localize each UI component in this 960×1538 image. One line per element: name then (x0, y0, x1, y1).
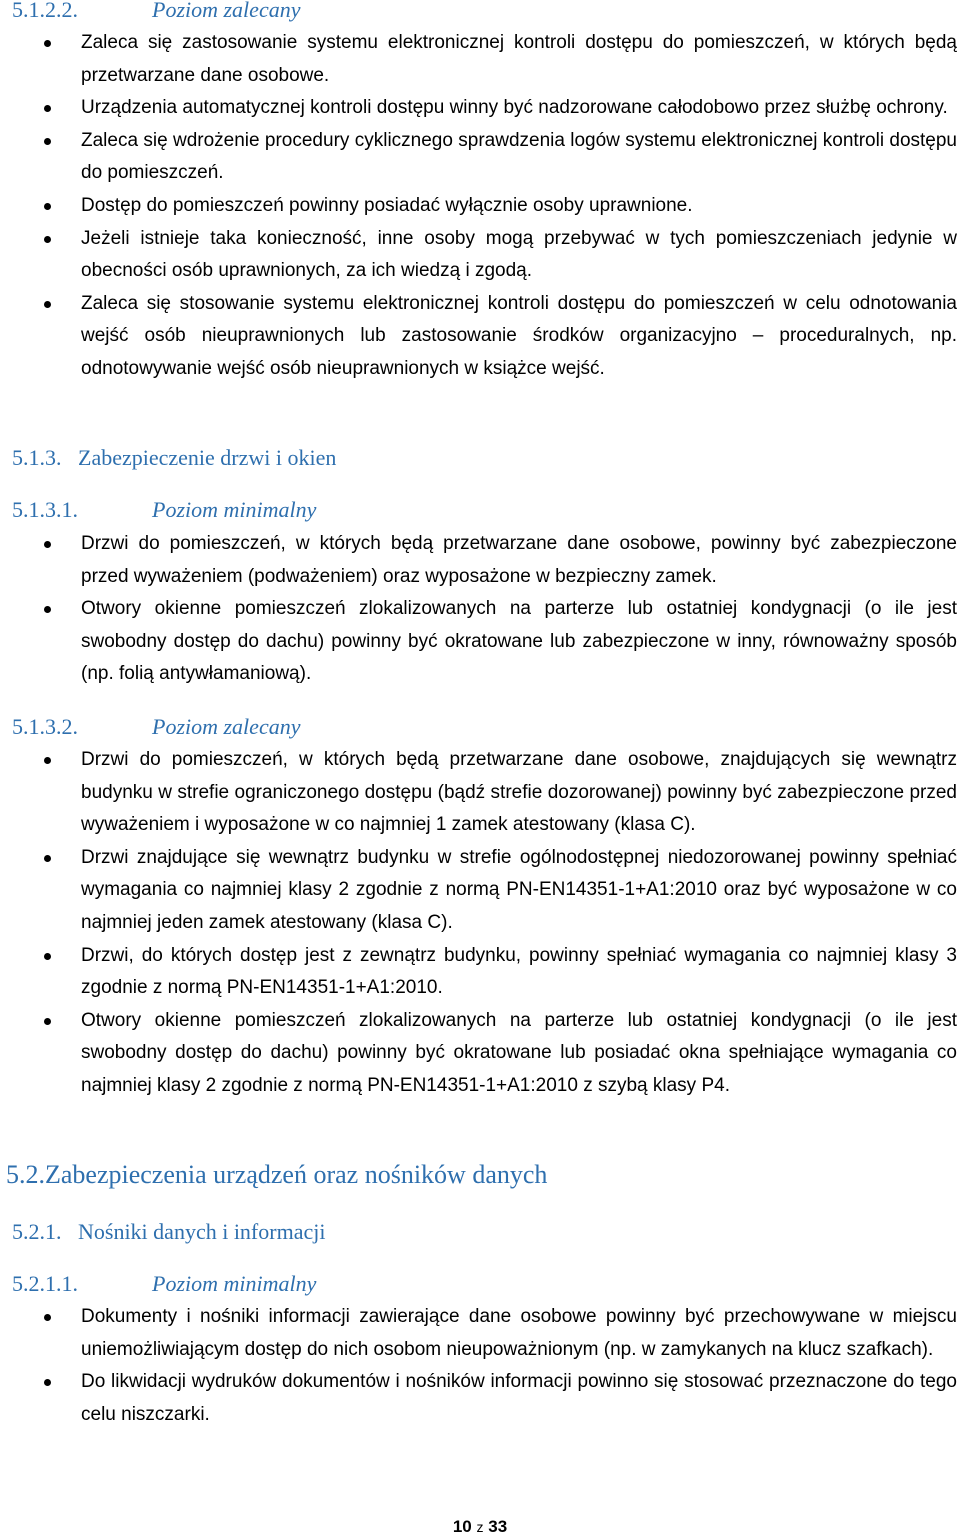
list-item (0, 744, 957, 842)
bullet-list-s4 (0, 744, 957, 1103)
bullet-icon (44, 953, 51, 960)
list-item-text: Zaleca się wdrożenie procedury cyklicznego sprawdzenia logów systemu elektronicznej kontroli dostępu do pomieszczeń. (81, 129, 957, 184)
heading-number: 5.2.1.1. (12, 1271, 78, 1296)
list-item-text: Zaleca się stosowanie systemu elektronicznej kontroli dostępu do pomieszczeń w celu odnotowania wejść osób nieuprawnionych lub zastosowanie środków organizacyjno – proceduralnych, np. odnotowywanie wejść osób nieuprawnionych w książce wejść. (81, 292, 957, 379)
heading-number: 5.1.3.1. (12, 497, 78, 522)
list-item (0, 288, 957, 386)
bullet-list-s3 (0, 528, 957, 691)
list-item (0, 190, 957, 223)
list-item (0, 92, 957, 125)
bullet-icon (44, 1314, 51, 1321)
bullet-icon (44, 138, 51, 145)
heading-number: 5.2.1. (12, 1219, 62, 1244)
heading-5-2 (6, 1160, 547, 1190)
list-item (0, 1366, 957, 1431)
bullet-list-s1 (0, 27, 957, 386)
heading-5-1-2-2 (12, 0, 300, 23)
heading-title: Nośniki danych i informacji (78, 1219, 326, 1244)
list-item (0, 27, 957, 92)
heading-number: 5.1.2.2. (12, 0, 78, 22)
bullet-icon (44, 757, 51, 764)
heading-title: Poziom zalecany (152, 714, 301, 739)
bullet-icon (44, 105, 51, 112)
list-item-text: Otwory okienne pomieszczeń zlokalizowanych na parterze lub ostatniej kondygnacji (o ile jest swobodny dostęp do dachu) powinny być okratowane lub posiadać okna spełniające wymagania co najmniej klasy 2 zgodnie z normą PN-EN14351-1+A1:2010 z szybą klasy P4. (81, 1009, 957, 1096)
bullet-icon (44, 606, 51, 613)
list-item (0, 593, 957, 691)
list-item (0, 528, 957, 593)
bullet-icon (44, 541, 51, 548)
list-item-text: Dostęp do pomieszczeń powinny posiadać wyłącznie osoby uprawnione. (81, 194, 693, 216)
heading-5-1-3-1 (12, 497, 316, 523)
list-item-text: Drzwi do pomieszczeń, w których będą przetwarzane dane osobowe, powinny być zabezpieczone przed wyważeniem (podważeniem) oraz wyposażone w bezpieczny zamek. (81, 533, 957, 587)
list-item-text: Drzwi znajdujące się wewnątrz budynku w strefie ogólnodostępnej niedozorowanej powinny spełniać wymagania co najmniej klasy 2 zgodnie z normą PN-EN14351-1+A1:2010 oraz być wyposażone w co najmniej jeden zamek atestowany (klasa C). (81, 846, 957, 933)
list-item-text: Zaleca się zastosowanie systemu elektronicznej kontroli dostępu do pomieszczeń, w których będą przetwarzane dane osobowe. (81, 32, 957, 86)
heading-number: 5.1.3. (12, 445, 62, 470)
list-item-text: Jeżeli istnieje taka konieczność, inne osoby mogą przebywać w tych pomieszczeniach jedynie w obecności osób uprawnionych, za ich wiedzą i zgodą. (81, 227, 957, 282)
heading-5-2-1 (12, 1219, 325, 1245)
list-item-text: Do likwidacji wydruków dokumentów i nośników informacji powinno się stosować przeznaczone do tego celu niszczarki. (81, 1371, 957, 1425)
bullet-icon (44, 1018, 51, 1025)
list-item-text: Drzwi do pomieszczeń, w których będą przetwarzane dane osobowe, znajdujących się wewnątrz budynku w strefie ograniczonego dostępu (bądź strefie dozorowanej) powinny być zabezpieczone przed wyważeniem i wyposażone w co najmniej 1 zamek atestowany (klasa C). (81, 749, 957, 836)
heading-title: Zabezpieczenie drzwi i okien (78, 445, 337, 470)
list-item (0, 842, 957, 940)
bullet-list-s7 (0, 1301, 957, 1431)
list-item (0, 223, 957, 288)
heading-5-2-1-1 (12, 1271, 316, 1297)
bullet-icon (44, 203, 51, 210)
list-item-text: Otwory okienne pomieszczeń zlokalizowanych na parterze lub ostatniej kondygnacji (o ile jest swobodny dostęp do dachu) powinny być okratowane lub zabezpieczone w inny, równoważny sposób (np. folią antywłamaniową). (81, 598, 957, 685)
page-footer (0, 1516, 960, 1538)
bullet-icon (44, 236, 51, 243)
list-item-text: Urządzenia automatycznej kontroli dostępu winny być nadzorowane całodobowo przez służbę ochrony. (81, 97, 948, 119)
page-total: 33 (488, 1517, 508, 1536)
list-item (0, 1005, 957, 1103)
list-item (0, 940, 957, 1005)
heading-title: Poziom minimalny (152, 497, 317, 522)
heading-title: Poziom minimalny (152, 1271, 317, 1296)
page-number: 10 (452, 1517, 472, 1536)
bullet-icon (44, 301, 51, 308)
bullet-icon (44, 40, 51, 47)
heading-number: 5.1.3.2. (12, 714, 78, 739)
list-item-text: Dokumenty i nośniki informacji zawierające dane osobowe powinny być przechowywane w miejscu uniemożliwiającym dostęp do nich osobom nieupoważnionym (np. w zamykanych na klucz szafkach). (81, 1306, 957, 1360)
list-item (0, 125, 957, 190)
list-item (0, 1301, 957, 1366)
heading-5-1-3 (12, 445, 336, 471)
bullet-icon (44, 855, 51, 862)
bullet-icon (44, 1379, 51, 1386)
list-item-text: Drzwi, do których dostęp jest z zewnątrz budynku, powinny spełniać wymagania co najmniej klasy 3 zgodnie z normą PN-EN14351-1+A1:2010. (81, 944, 957, 999)
page-of-label: z (476, 1519, 484, 1535)
heading-title: Poziom zalecany (152, 0, 301, 22)
heading-5-1-3-2 (12, 714, 300, 740)
heading-title: 5.2.Zabezpieczenia urządzeń oraz nośników danych (6, 1160, 548, 1189)
